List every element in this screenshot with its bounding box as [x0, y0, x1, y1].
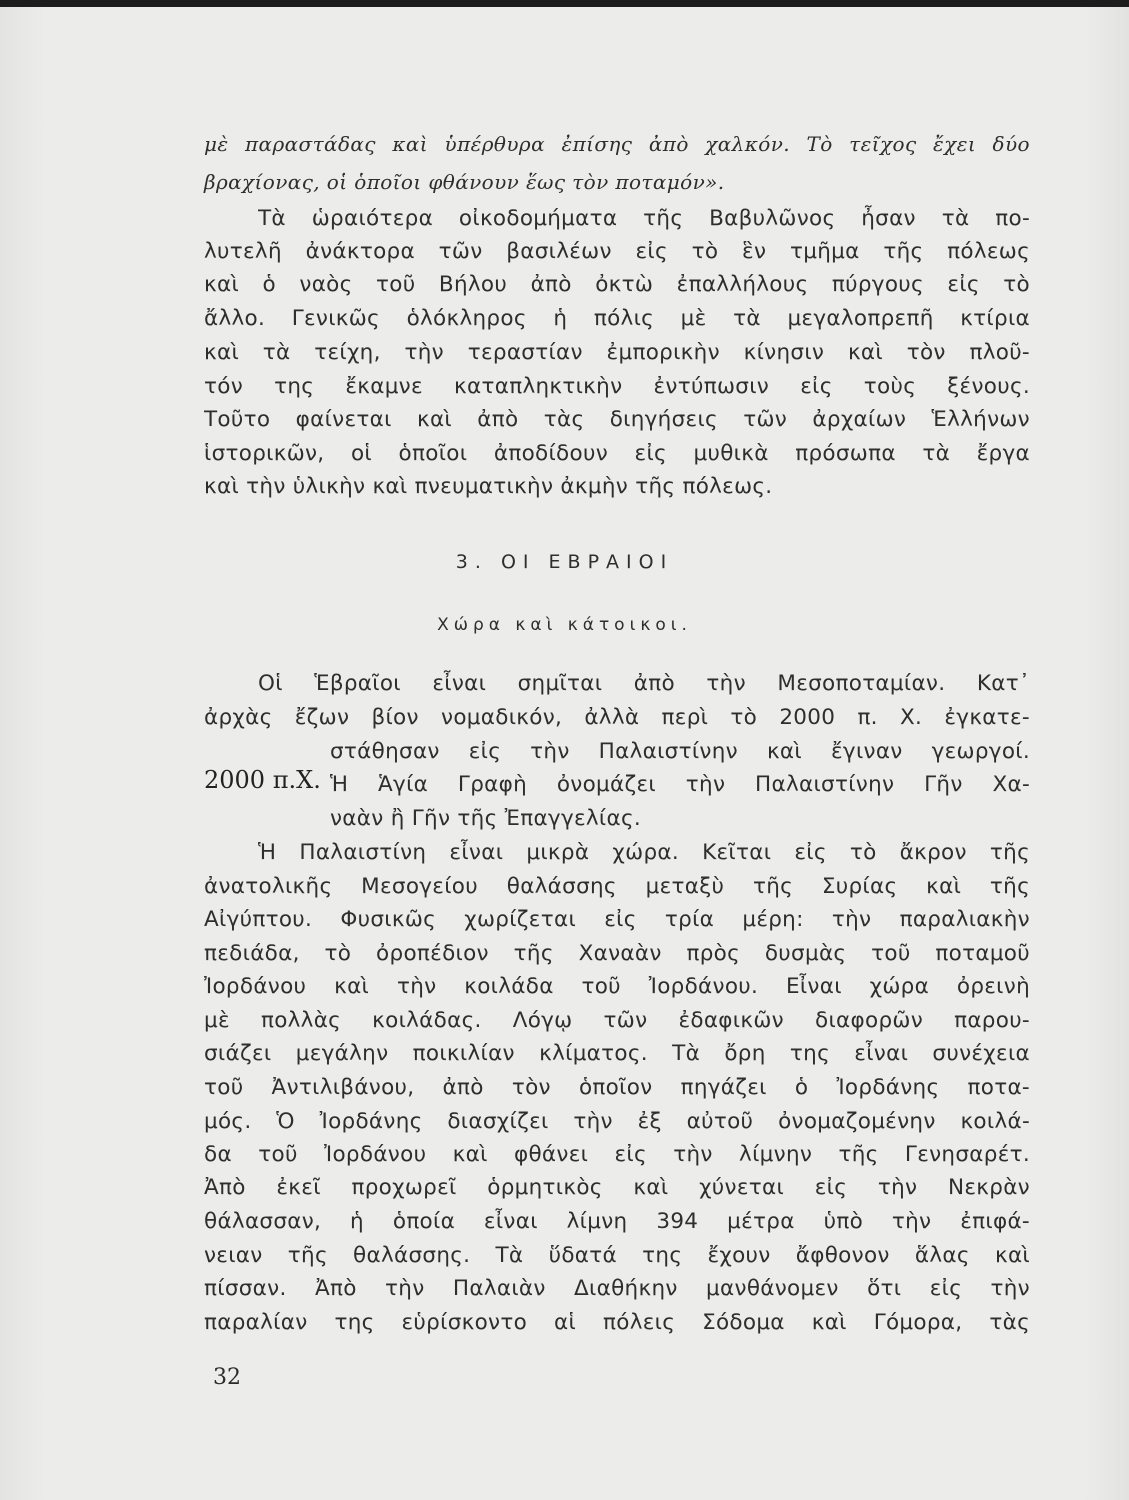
page-number: 32 — [213, 1365, 241, 1390]
paragraph-line: πίσσαν. Ἀπὸ τὴν Παλαιὰν Διαθήκην μανθάνομεν ὅτι εἰς τὴν — [204, 1276, 1030, 1301]
paragraph-line: καὶ ὁ ναὸς τοῦ Βήλου ἀπὸ ὀκτὼ ἐπαλλήλους πύργους εἰς τὸ — [204, 272, 1030, 297]
paragraph-line: Αἰγύπτου. Φυσικῶς χωρίζεται εἰς τρία μέρη: τὴν παραλιακὴν — [204, 907, 1030, 932]
paragraph-line: Ἡ Ἁγία Γραφὴ ὀνομάζει τὴν Παλαιστίνην Γῆν Χα- — [330, 772, 1030, 797]
paragraph-line: ἀνατολικῆς Μεσογείου θαλάσσης μεταξὺ τῆς Συρίας καὶ τῆς — [204, 874, 1030, 899]
paragraph-line: μὲ πολλὰς κοιλάδας. Λόγῳ τῶν ἐδαφικῶν διαφορῶν παρου- — [204, 1008, 1030, 1033]
paragraph-line: Ἀπὸ ἐκεῖ προχωρεῖ ὁρμητικὸς καὶ χύνεται εἰς τὴν Νεκρὰν — [204, 1175, 1030, 1200]
paragraph-line: Τὰ ὡραιότερα οἰκοδομήματα τῆς Βαβυλῶνος ἦσαν τὰ πο- — [258, 206, 1030, 231]
section-heading: 3. ΟΙ ΕΒΡΑΙΟΙ — [455, 551, 674, 573]
margin-date-note: 2000 π.Χ. — [204, 766, 321, 794]
paragraph-line: καὶ τὴν ὑλικὴν καὶ πνευματικὴν ἀκμὴν τῆς πόλεως. — [204, 474, 773, 499]
paragraph-line: ἱστορικῶν, οἱ ὁποῖοι ἀποδίδουν εἰς μυθικὰ πρόσωπα τὰ ἔργα — [204, 441, 1030, 466]
paragraph-line: δα τοῦ Ἰορδάνου καὶ φθάνει εἰς τὴν λίμνην τῆς Γενησαρέτ. — [204, 1142, 1030, 1167]
paragraph-line: Ἡ Παλαιστίνη εἶναι μικρὰ χώρα. Κεῖται εἰς τὸ ἄκρον τῆς — [258, 840, 1030, 865]
paragraph-line: λυτελῆ ἀνάκτορα τῶν βασιλέων εἰς τὸ ἓν τμῆμα τῆς πόλεως — [204, 239, 1030, 264]
subsection-heading: Χώρα καὶ κάτοικοι. — [437, 615, 692, 635]
paragraph-line: παραλίαν της εὑρίσκοντο αἱ πόλεις Σόδομα καὶ Γόμορα, τὰς — [204, 1310, 1030, 1335]
paragraph-line: τοῦ Ἀντιλιβάνου, ἀπὸ τὸν ὁποῖον πηγάζει ὁ Ἰορδάνης ποτα- — [204, 1075, 1030, 1100]
paragraph-line: τόν της ἔκαμνε καταπληκτικὴν ἐντύπωσιν εἰς τοὺς ξένους. — [204, 374, 1030, 399]
intro-line: βραχίονας, οἱ ὁποῖοι φθάνουν ἕως τὸν ποταμόν». — [204, 170, 725, 194]
paragraph-line: νειαν τῆς θαλάσσης. Τὰ ὕδατά της ἔχουν ἄφθονον ἅλας καὶ — [204, 1243, 1030, 1268]
paragraph-line: πεδιάδα, τὸ ὀροπέδιον τῆς Χαναὰν πρὸς δυσμὰς τοῦ ποταμοῦ — [204, 941, 1030, 966]
paragraph-line: μός. Ὁ Ἰορδάνης διασχίζει τὴν ἐξ αὐτοῦ ὀνομαζομένην κοιλά- — [204, 1109, 1030, 1134]
scan-top-edge — [0, 0, 1129, 7]
paragraph-line: καὶ τὰ τείχη, τὴν τεραστίαν ἐμπορικὴν κίνησιν καὶ τὸν πλοῦ- — [204, 340, 1030, 365]
paragraph-line: στάθησαν εἰς τὴν Παλαιστίνην καὶ ἔγιναν γεωργοί. — [330, 739, 1030, 764]
intro-line: μὲ παραστάδας καὶ ὑπέρθυρα ἐπίσης ἀπὸ χαλκόν. Τὸ τεῖχος ἔχει δύο — [204, 132, 1030, 156]
paragraph-line: θάλασσαν, ἡ ὁποία εἶναι λίμνη 394 μέτρα ὑπὸ τὴν ἐπιφά- — [204, 1209, 1030, 1234]
book-page — [0, 7, 1129, 1500]
paragraph-line: Ἰορδάνου καὶ τὴν κοιλάδα τοῦ Ἰορδάνου. Εἶναι χώρα ὀρεινὴ — [204, 974, 1030, 999]
paragraph-line: ἀρχὰς ἔζων βίον νομαδικόν, ἀλλὰ περὶ τὸ 2000 π. Χ. ἐγκατε- — [204, 705, 1030, 730]
paragraph-line: Τοῦτο φαίνεται καὶ ἀπὸ τὰς διηγήσεις τῶν ἀρχαίων Ἑλλήνων — [204, 407, 1030, 432]
paragraph-line: Οἱ Ἑβραῖοι εἶναι σημῖται ἀπὸ τὴν Μεσοποταμίαν. Κατ᾽ — [258, 671, 1030, 696]
paragraph-line: σιάζει μεγάλην ποικιλίαν κλίματος. Τὰ ὄρη της εἶναι συνέχεια — [204, 1041, 1030, 1066]
paragraph-line: ἄλλο. Γενικῶς ὁλόκληρος ἡ πόλις μὲ τὰ μεγαλοπρεπῆ κτίρια — [204, 306, 1030, 331]
paragraph-line: ναὰν ἢ Γῆν τῆς Ἐπαγγελίας. — [330, 806, 642, 831]
